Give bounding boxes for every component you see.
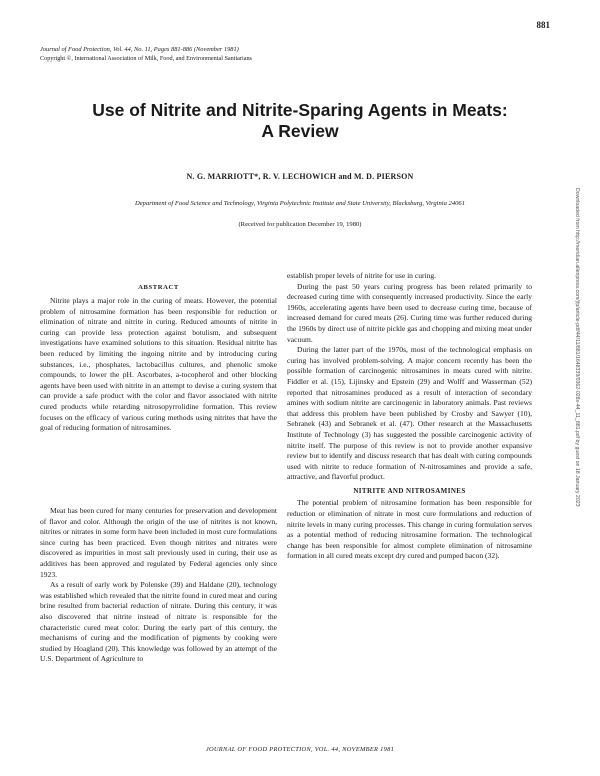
continuation-line: establish proper levels of nitrite for use in curing. [287,271,437,280]
abstract-heading: ABSTRACT [138,284,179,291]
title-line-2: A Review [261,121,339,141]
intro-paragraph-1: Meat has been cured for many centuries for preservation and development of flavor and color. Although the origin of the use of nitrites is not known, nitrites or nitrates in some form have been included in most cure formulations since curing has been practiced. Even though nitrites and nitrates were discovered as impurities in most salt previously used in curing, their use as additives has been approved and regulated by Federal agencies only since 1923. [40,506,277,579]
download-note: Downloaded from http://meridian.allenpress.com/jfp/article-pdf/44/11/881/1648339/0362-028x-44_11_881.pdf by guest on 18 January 2023 [574,188,580,507]
abstract-paragraph: Nitrite plays a major role in the curing of meats. However, the potential problem of nitrosamine formation has been responsible for reduction or elimination of nitrate and nitrite in curing. Reduced amounts of nitrite in curing can provide less protection against botulism, and subsequent investigations have examined solutions to this situation. Residual nitrite has been reduced by limiting the ingoing nitrite and by introducing curing substances, i.e., phosphates, lactobacillus cultures, and phenolic smoke compounds, to lower the pH. Ascorbates, a-tocopherol and other blocking agents have been used with nitrite in an attempt to devise a curing system that can provide a safe product with the color and flavor associated with nitrite cured products while retarding nitrosopyrrolidine formation. This review focuses on the efficacy of various curing methods using nitrites that have the goal of reducing formation of nitrosamines. [40,296,277,433]
abstract-body [40,296,277,434]
author-list: N. G. MARRIOTT*, R. V. LECHOWICH and M. D. PIERSON [186,172,414,181]
title-line-1: Use of Nitrite and Nitrite-Sparing Agents in Meats: [92,100,508,120]
affiliation: Department of Food Science and Technology, Virginia Polytechnic Institute and State University, Blacksburg, Virginia 24061 [134,200,466,207]
body-paragraph-2: During the latter part of the 1970s, most of the technological emphasis on curing has involved problem-solving. A major concern recently has been the possible formation of carcinogenic nitrosamines in meats cured with nitrite. Fiddler et al. (15), Lijinsky and Epstein (29) and Wolff and Wasserman (52) reported that nitrosamines produced as a result of interaction of secondary amines with sodium nitrite are carcinogenic in laboratory animals. Past reviews that address this problem have been published by Crosby and Sawyer (10), Sebranek (43) and Sebranek et al. (47). Other research at the Massachusetts Institute of Technology (3) has suggested the possible carcinogenic activity of nitrite itself. The purpose of this review is not to provide another expansive review but to identify and discuss research that has dealt with curing compounds used with nitrite to reduce formation of N-nitrosamines and provide a safe, attractive, and flavorful product. [287,345,532,482]
copyright-line: Copyright ©, International Association of Milk, Food, and Environmental Sanitarians [40,55,252,62]
right-column-body [287,271,532,562]
page-footer: JOURNAL OF FOOD PROTECTION, VOL. 44, NOVEMBER 1981 [205,746,395,753]
received-date: (Received for publication December 19, 1980) [238,221,362,228]
journal-reference: Journal of Food Protection, Vol. 44, No. 11, Pages 881-886 (November 1981) [40,46,239,53]
page-number: 881 [536,20,550,30]
section-heading: NITRITE AND NITROSAMINES [353,486,466,495]
article-title [40,100,560,142]
left-column-body [40,506,277,665]
section-paragraph: The potential problem of nitrosamine formation has been responsible for reduction or elimination of nitrate in most cure formulations and reduction of nitrite levels in many curing processes. This change in curing formulation serves as a potential method of reducing nitrosamine formation. The technological change has been responsible for almost complete elimination of nitrosamine formation in all cured meats except dry cured and pumped bacon (32). [287,498,532,561]
body-paragraph-1: During the past 50 years curing progress has been related primarily to decreased curing time with consequently increased productivity. Since the early 1960s, accelerating agents have been used to decrease curing time, because of increased demand for cured meats (26). Curing time was further reduced during the 1960s by direct use of nitrite pickle gas and chopping and mixing meat under vacuum. [287,281,532,344]
intro-paragraph-2: As a result of early work by Polenske (39) and Haldane (20), technology was established which revealed that the nitrite found in cured meat and curing brine resulted from bacterial reduction of nitrate. During this century, it was also discovered that nitrite instead of nitrate is responsible for the characteristic cured meat color. During the early part of this century, the mechanisms of curing and the modification of pigments by cooking were studied by Hoagland (20). This knowledge was followed by an attempt of the U.S. Department of Agriculture to [40,580,277,664]
